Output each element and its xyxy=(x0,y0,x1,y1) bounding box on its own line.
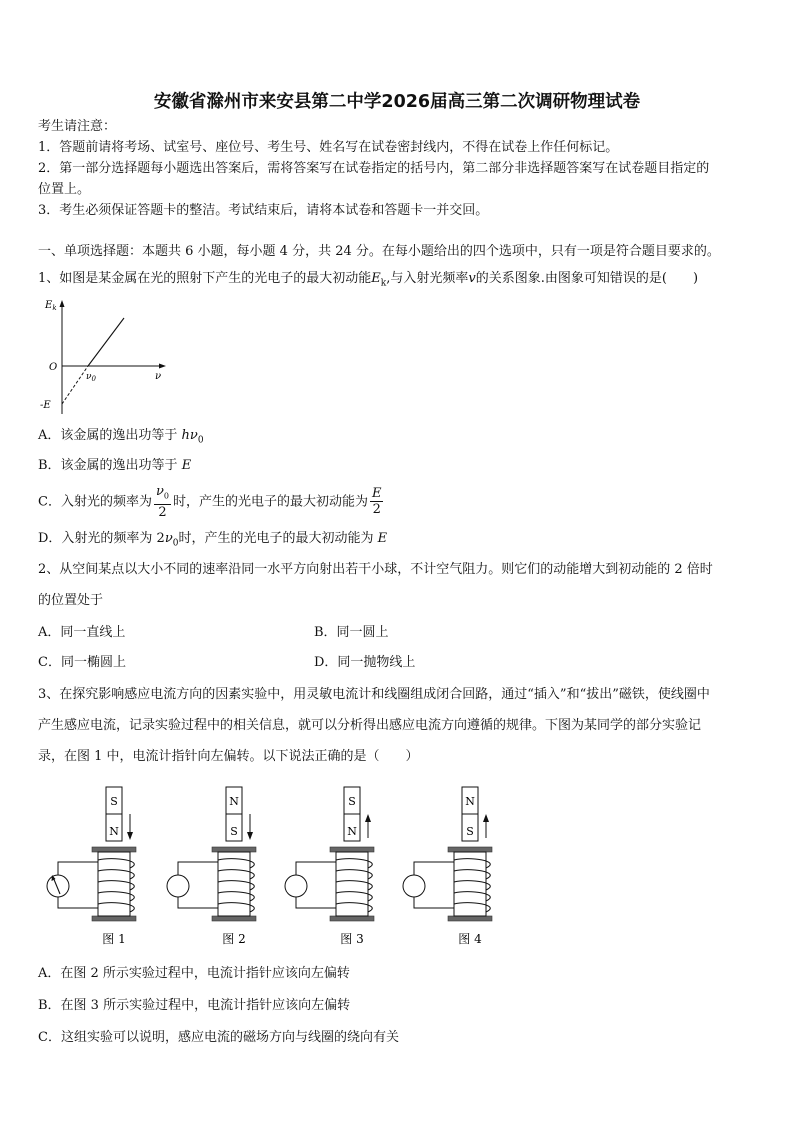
coil-core xyxy=(98,852,130,916)
y-axis-arrow xyxy=(60,300,65,307)
q2-option-d: D．同一抛物线上 xyxy=(314,655,416,670)
option-math: E xyxy=(181,458,192,473)
question-3-stem: 产生感应电流，记录实验过程中的相关信息，就可以分析得出感应电流方向遵循的规律。下图为某同学的部分实验记 xyxy=(38,718,702,733)
notice-heading: 考生请注意： xyxy=(38,119,117,134)
graph-threshold-frequency: $\nu_0$ xyxy=(86,372,96,383)
graph-xlabel: ν xyxy=(155,371,162,382)
q1-stem-part: 与入射光频率 xyxy=(390,271,469,286)
magnet-pole-top: N xyxy=(229,795,239,808)
coil-core xyxy=(218,852,250,916)
q3-option-c: C．这组实验可以说明，感应电流的磁场方向与线圈的绕向有关 xyxy=(38,1030,399,1045)
x-axis-arrow xyxy=(159,364,166,369)
ek-line xyxy=(88,318,124,366)
question-2-stem: 2、从空间某点以大小不同的速率沿同一水平方向射出若干小球，不计空气阻力。则它们的动能增大到初动能的 2 倍时 xyxy=(38,562,713,577)
coil-core xyxy=(454,852,486,916)
option-text: A．该金属的逸出功等于 xyxy=(38,428,182,443)
q1-option-d xyxy=(38,530,387,553)
coil-top-plate xyxy=(92,847,136,852)
magnet-pole-top: N xyxy=(465,795,475,808)
galvanometer xyxy=(403,875,425,897)
magnet-pole-top: S xyxy=(348,795,356,808)
circuit-wire-bottom xyxy=(296,897,336,908)
coil-top-plate xyxy=(448,847,492,852)
q2-option-c: C．同一椭圆上 xyxy=(38,655,126,670)
ek-line-extension xyxy=(62,366,88,404)
option-sub: 0 xyxy=(172,538,179,549)
q1-stem-part: 的关系图象.由图象可知错误的是( ) xyxy=(475,271,699,286)
option-math: E xyxy=(377,531,388,546)
galvanometer xyxy=(47,875,69,897)
galvanometer xyxy=(167,875,189,897)
experiment-figure xyxy=(47,787,136,946)
induction-experiment-figures xyxy=(0,780,794,950)
experiment-figure xyxy=(167,787,256,946)
fraction: $\frac{E}{2}$ xyxy=(371,486,382,518)
question-3-stem: 3、在探究影响感应电流方向的因素实验中，用灵敏电流计和线圈组成闭合回路，通过“插入”和“拔出”磁铁，使线圈中 xyxy=(38,687,710,702)
photoelectric-graph xyxy=(38,296,170,418)
option-text: C．入射光的频率为 xyxy=(38,494,152,510)
motion-arrow-head xyxy=(483,814,489,822)
q1-option-b xyxy=(38,457,191,475)
circuit-wire-top xyxy=(414,862,454,875)
coil-core xyxy=(336,852,368,916)
coil-bottom-plate xyxy=(448,916,492,921)
coil-bottom-plate xyxy=(330,916,374,921)
figure-caption: 图 4 xyxy=(458,932,482,946)
q2-option-a: A．同一直线上 xyxy=(38,625,126,640)
figure-caption: 图 3 xyxy=(340,932,364,946)
q2-option-b: B．同一圆上 xyxy=(314,625,389,640)
figure-caption: 图 2 xyxy=(222,932,246,946)
experiment-figure xyxy=(285,787,374,946)
option-text: 时，产生的光电子的最大初动能为 xyxy=(178,531,378,546)
circuit-wire-bottom xyxy=(178,897,218,908)
galvanometer xyxy=(285,875,307,897)
q1-option-c xyxy=(38,484,385,520)
circuit-wire-top xyxy=(58,862,98,875)
magnet-pole-bottom: N xyxy=(347,825,357,838)
question-2-stem: 的位置处于 xyxy=(38,593,104,608)
section-heading: 一、单项选择题：本题共 6 小题，每小题 4 分，共 24 分。在每小题给出的四个选项中，只有一项是符合题目要求的。 xyxy=(38,244,720,259)
magnet-pole-bottom: N xyxy=(109,825,119,838)
motion-arrow-head xyxy=(365,814,371,822)
option-text: B．该金属的逸出功等于 xyxy=(38,458,182,473)
graph-ylabel: $E_k$ xyxy=(45,300,57,312)
question-3-stem: 录，在图 1 中，电流计指针向左偏转。以下说法正确的是（ ） xyxy=(38,749,419,764)
q1-ek-sub: k xyxy=(380,278,387,289)
motion-arrow-head xyxy=(247,832,253,840)
magnet-pole-bottom: S xyxy=(230,825,238,838)
circuit-wire-top xyxy=(178,862,218,875)
graph-intercept: -E xyxy=(40,400,51,411)
option-sub: 0 xyxy=(197,435,204,446)
coil-bottom-plate xyxy=(212,916,256,921)
motion-arrow-head xyxy=(127,832,133,840)
notice-item: 3．考生必须保证答题卡的整洁。考试结束后，请将本试卷和答题卡一并交回。 xyxy=(38,203,489,218)
q3-option-b: B．在图 3 所示实验过程中，电流计指针应该向左偏转 xyxy=(38,998,351,1013)
figure-caption: 图 1 xyxy=(102,932,126,946)
coil-top-plate xyxy=(212,847,256,852)
option-math: hν xyxy=(181,428,198,443)
option-text: D．入射光的频率为 2 xyxy=(38,531,165,546)
option-math: ν xyxy=(164,531,173,546)
fraction: $\frac{\nu_0}{2}$ xyxy=(155,484,169,520)
option-text: 时，产生的光电子的最大初动能为 xyxy=(172,494,368,510)
coil-top-plate xyxy=(330,847,374,852)
notice-item: 1．答题前请将考场、试室号、座位号、考生号、姓名写在试卷密封线内，不得在试卷上作任何标记。 xyxy=(38,140,619,155)
q1-stem-part: 1、如图是某金属在光的照射下产生的光电子的最大初动能 xyxy=(38,271,372,286)
magnet-pole-bottom: S xyxy=(466,825,474,838)
q3-option-a: A．在图 2 所示实验过程中，电流计指针应该向左偏转 xyxy=(38,966,350,981)
question-1-stem: 1、如图是某金属在光的照射下产生的光电子的最大初动能$E_k$,与入射光频率v的关系图象.由图象可知错误的是( ) xyxy=(38,271,699,289)
exam-title: 安徽省滁州市来安县第二中学2026届高三第二次调研物理试卷 xyxy=(153,92,641,112)
q1-nu-symbol: v xyxy=(468,271,476,286)
q1-option-a xyxy=(38,427,204,450)
circuit-wire-top xyxy=(296,862,336,875)
q1-ek-symbol: E xyxy=(371,271,381,286)
coil-bottom-plate xyxy=(92,916,136,921)
magnet-pole-top: S xyxy=(110,795,118,808)
experiment-figure xyxy=(403,787,492,946)
circuit-wire-bottom xyxy=(58,897,98,908)
notice-item: 位置上。 xyxy=(38,182,91,197)
notice-item: 2．第一部分选择题每小题选出答案后，需将答案写在试卷指定的括号内，第二部分非选择题答案写在试卷题目指定的 xyxy=(38,161,710,176)
circuit-wire-bottom xyxy=(414,897,454,908)
graph-origin: O xyxy=(49,362,58,373)
